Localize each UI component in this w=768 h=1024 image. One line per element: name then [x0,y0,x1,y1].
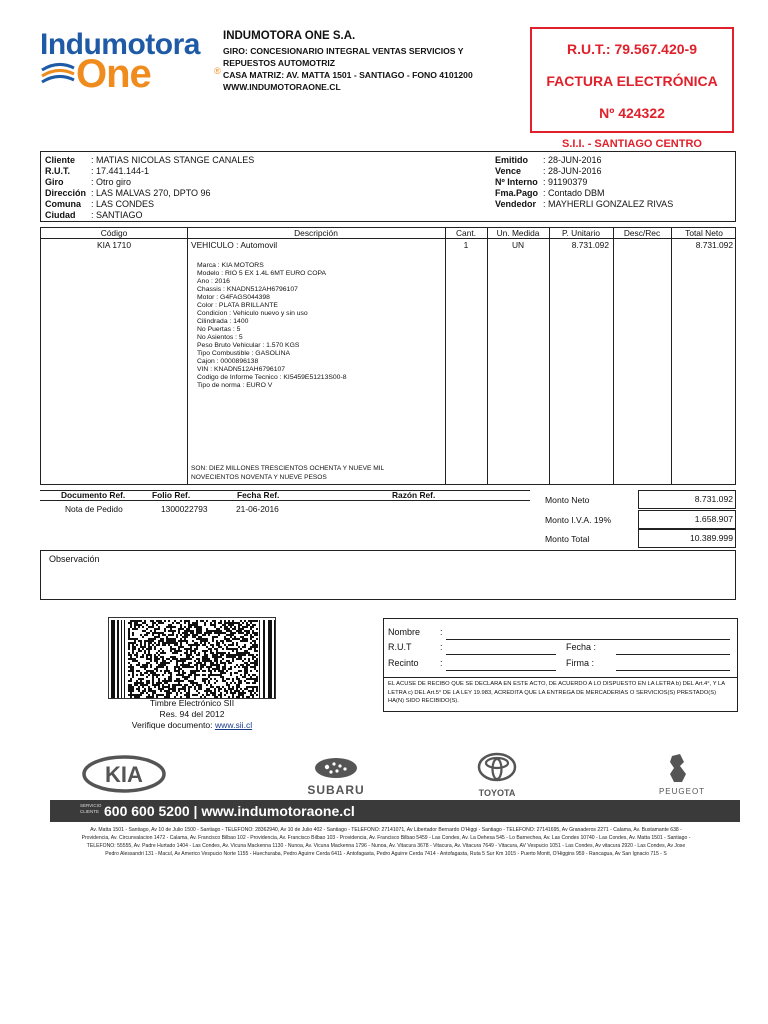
item-detail: Color : PLATA BRILLANTE [197,302,278,309]
item-detail: No Asientos : 5 [197,334,243,341]
ref-document: Nota de Pedido [65,504,123,514]
item-detail: VIN : KNADN512AH6796107 [197,366,286,373]
due-date: : 28-JUN-2016 [543,166,602,176]
peugeot-logo-text: PEUGEOT [658,787,706,796]
item-detail: Ano : 2016 [197,278,230,285]
peugeot-logo-icon [659,754,705,796]
item-detail: Codigo de Informe Tecnico : KI5459E51213S00-8 [197,374,347,381]
logo-swirl-icon [40,60,76,88]
company-website: WWW.INDUMOTORAONE.CL [223,82,341,92]
header-description: Descripción [294,228,338,238]
amount-in-words-line: NOVECIENTOS NOVENTA Y NUEVE PESOS [191,474,327,481]
client-name: : MATIAS NICOLAS STANGE CANALES [91,155,255,165]
reception-colon: : [440,658,443,668]
pdf417-barcode [108,617,276,699]
toyota-logo-icon [479,754,516,798]
client-comuna: : LAS CONDES [91,199,155,209]
ref-header-folio: Folio Ref. [152,490,191,500]
reference-table [40,490,530,522]
total-amount-label: Monto Total [545,534,590,544]
reception-legal-text: EL ACUSE DE RECIBO QUE SE DECLARA EN ESTE ACTO, DE ACUERDO A LO DISPUESTO EN LA LETRA b) DEL Art.4°, Y LA LETRA c) DEL Art.5° DE LA LEY 19.983, ACREDITA QUE LA ENTREGA DE MERCADERIAS O SERVICIOS(S) PRESTADO(S) HA(N) SIDO RECIBIDO(S). [388,681,725,704]
header-code: Código [100,228,128,238]
header-qty: Cant. [455,228,477,238]
reception-colon: : [440,642,443,652]
rut-label: R.U.T. [45,166,71,176]
client-label: Cliente [45,155,76,165]
reception-box [383,618,738,712]
reception-date-line[interactable] [616,654,730,655]
item-detail: Peso Bruto Vehicular : 1.570 KGS [197,342,300,349]
item-code: KIA 1710 [97,240,131,250]
ref-header-document: Documento Ref. [61,490,126,500]
reception-site-label: Recinto [388,658,419,668]
footer-web-bar [50,800,740,822]
client-address: : LAS MALVAS 270, DPTO 96 [91,188,211,198]
column-divider [549,228,550,484]
internal-number-label: Nº Interno [495,177,538,187]
ref-date: 21-06-2016 [236,504,279,514]
issued-date: : 28-JUN-2016 [543,155,602,165]
column-divider [187,228,188,484]
ref-folio: 1300022793 [161,504,208,514]
reception-colon: : [440,627,443,637]
sii-office: S.I.I. - SANTIAGO CENTRO [562,138,702,150]
item-detail: Motor : G4FAGS044398 [197,294,270,301]
footer-phone-website[interactable]: 600 600 5200 | www.indumotoraone.cl [104,803,355,819]
column-divider [445,228,446,484]
giro-label: Giro [45,177,64,187]
sii-link[interactable]: www.sii.cl [214,720,253,730]
document-number: Nº 424322 [599,105,665,121]
header-total: Total Neto [685,228,723,238]
iva-label: Monto I.V.A. 19% [545,515,612,525]
item-detail: Cilindrada : 1400 [197,318,249,325]
customer-service-label: SERVICIO CLIENTE [80,803,102,814]
reception-name-label: Nombre [388,627,421,637]
address-label: Dirección [45,188,87,198]
header-unit: Un. Medida [496,228,540,238]
comuna-label: Comuna [45,199,81,209]
document-id-box [530,27,734,133]
logo-one: One [76,52,151,96]
item-detail: Condicion : Vehiculo nuevo y sin uso [197,310,308,317]
column-divider [613,228,614,484]
item-unit: UN [511,240,525,250]
client-city: : SANTIAGO [91,210,143,220]
client-giro: : Otro giro [91,177,132,187]
amount-in-words-line: SON: DIEZ MILLONES TRESCIENTOS OCHENTA Y NUEVE MIL [191,465,385,472]
subaru-logo-text: SUBARU [307,783,365,797]
item-description: VEHICULO : Automovil [191,240,278,250]
timbre-line-3 [108,720,276,731]
item-detail: No Puertas : 5 [197,326,241,333]
logo-indumotora: Indumotora [40,28,200,61]
company-name: INDUMOTORA ONE S.A. [223,30,356,42]
payment-label: Fma.Pago [495,188,539,198]
toyota-logo-text: TOYOTA [478,788,516,798]
header-discount: Desc/Rec [623,228,661,238]
item-detail: Chassis : KNADN512AH6796107 [197,286,298,293]
client-info-box [40,151,736,222]
issued-label: Emitido [495,155,528,165]
item-qty: 1 [463,240,469,250]
logo-registered: ® [214,66,221,76]
amount-in-words [191,464,431,482]
column-divider [487,228,488,484]
reception-divider [384,677,737,678]
internal-number: : 91190379 [543,177,588,187]
brand-logos [50,752,740,800]
reception-name-line[interactable] [446,639,730,640]
seller-name: : MAYHERLI GONZALEZ RIVAS [543,199,674,209]
reception-signature-label: Firma : [566,658,594,668]
branch-addresses: Av. Matta 1501 - Santiago, Av 10 de Julio 1500 - Santiago - TELEFONO: 28362940, Av 10 de Julio 402 - Santiago - TELEFONO: 27141071, Av Libertador Bernardo O'Higgi - Santiago - TELEFONO: 27141695, Av Granaderos 2271 - Calama, Av. Bustamante 638 - Providencia, Av. Circunvalacion 1472 - Calama, Av. Francisco Bilbao 102 - Providencia, Av. Francisco Bilbao 103 - Providencia, Av. Francisco Bilbao 5459 - Las Condes, Av. La Dehesa 545 - Lo Barnechea, Av. Las Condes 10740 - Las Condes, Av. Matta 1501 - Santiago - TELEFONO: 55555, Av. Padre Hurtado 1404 - Las Condes, Av. Vicuna Mackenna 1130 - Nunoa, Av. Vicuna Mackenna 1796 - Nunoa, Av. Vitacura 3678 - Vitacura, Av. Vitacura 7649 - Vitacura, AV Vespucio 1051 - Las Condes, Av vitacura 2920 - Las Condes, Av Jose Pedro Alessandri 131 - Macul, Av Americo Vespucio Norte 1155 - Huechuraba, Pedro Aguirre Cerda 6411 - Antofagasta, Pedro Aguirre Cerda 7414 - Antofagasta, Ruta 5 Sur Km 1015 - Puerto Montt, O'Higgins 959 - Rancagua, Av San Ignacio 715 - S [81,827,691,858]
client-rut: : 17.441.144-1 [91,166,150,176]
ref-header-date: Fecha Ref. [237,490,280,500]
item-detail: Tipo Combustible : GASOLINA [197,350,291,357]
reception-rut-line[interactable] [446,654,556,655]
verify-prefix: Verifique documento: [131,720,215,730]
item-detail: Cajon : 0000896138 [197,358,259,365]
header-unit-price: P. Unitario [561,228,601,238]
company-giro-1: GIRO: CONCESIONARIO INTEGRAL VENTAS SERVICIOS Y [223,46,464,56]
document-title: FACTURA ELECTRÓNICA [546,73,718,89]
subaru-logo-icon [307,758,364,797]
city-label: Ciudad [45,210,76,220]
reception-site-line[interactable] [446,670,556,671]
item-total: 8.731.092 [695,240,733,250]
item-detail: Tipo de norma : EURO V [197,382,273,389]
reception-date-label: Fecha : [566,642,597,652]
reception-rut-label: R.U.T [388,642,412,652]
ref-header-reason: Razón Ref. [392,490,436,500]
items-table [40,227,736,485]
document-rut: R.U.T.: 79.567.420-9 [567,41,697,57]
timbre-line-1: Timbre Electrónico SII [149,698,235,708]
iva-amount: 1.658.907 [694,514,733,524]
company-giro-2: REPUESTOS AUTOMOTRIZ [223,58,336,68]
company-address: CASA MATRIZ: AV. MATTA 1501 - SANTIAGO - FONO 4101200 [223,70,473,80]
item-detail: Marca : KIA MOTORS [197,262,264,269]
net-amount: 8.731.092 [694,494,733,504]
item-unit-price: 8.731.092 [571,240,609,250]
net-amount-label: Monto Neto [545,495,590,505]
observation-label: Observación [49,554,100,564]
kia-logo-icon [84,757,164,791]
observation-box [40,550,736,600]
due-label: Vence [495,166,522,176]
kia-logo-text: KIA [105,762,143,787]
barcode-pattern-icon [109,618,276,699]
timbre-line-2: Res. 94 del 2012 [159,709,225,719]
seller-label: Vendedor [495,199,537,209]
column-divider [671,228,672,484]
reception-signature-line[interactable] [616,670,730,671]
payment-method: : Contado DBM [543,188,605,198]
total-amount: 10.389.999 [689,533,733,543]
item-detail: Modelo : RIO 5 EX 1.4L 6MT EURO COPA [197,270,327,277]
